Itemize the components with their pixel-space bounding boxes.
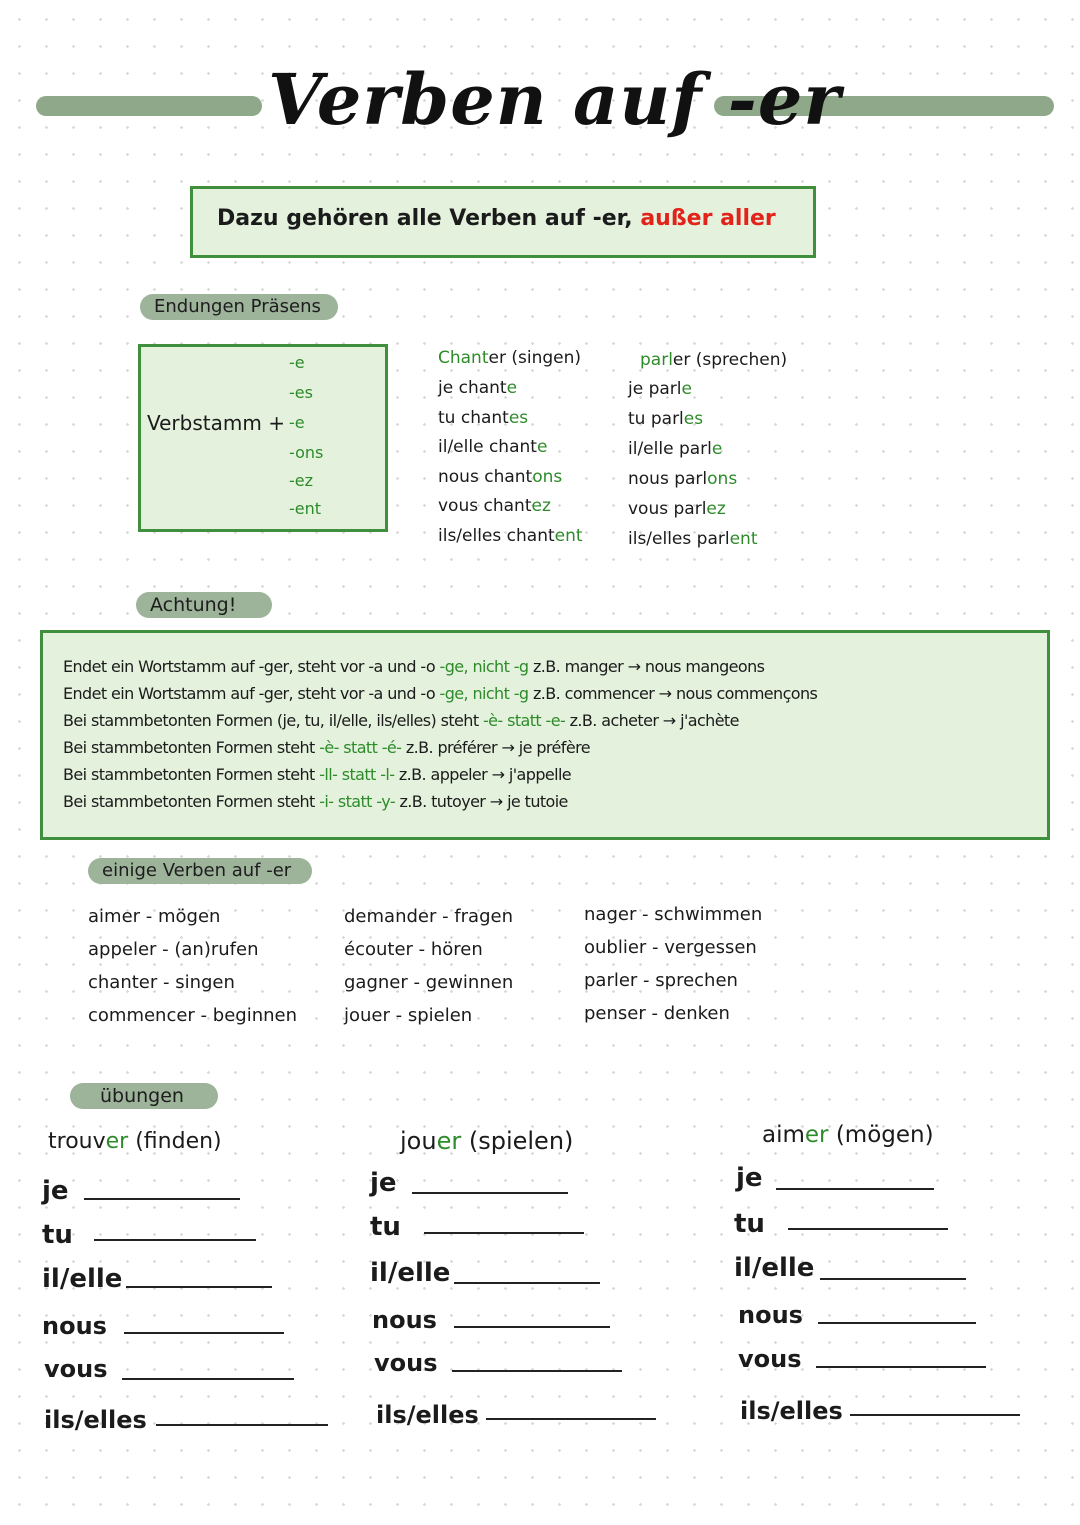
ending-e: -e [289, 353, 305, 372]
answer-line[interactable] [850, 1414, 1020, 1416]
conjugation-parler-rows [628, 374, 758, 554]
answer-line[interactable] [452, 1370, 622, 1372]
conjugation-chanter-rows [438, 374, 583, 551]
rule-line: Bei stammbetonten Formen steht -i- statt -y- z.B. tutoyer → je tutoie [63, 792, 568, 811]
conj-row: nous chantons [438, 466, 563, 487]
conj-row: ils/elles parlent [628, 529, 758, 549]
pronoun: tu [42, 1220, 73, 1250]
answer-line[interactable] [122, 1378, 294, 1380]
list-item: parler - sprechen [584, 970, 738, 991]
verbstamm-label: Verbstamm + [147, 411, 285, 435]
answer-line[interactable] [412, 1192, 568, 1194]
endings-box [138, 344, 388, 532]
exercise-title: aimer (mögen) [762, 1122, 934, 1148]
achtung-label: Achtung! [136, 592, 272, 618]
pronoun: nous [372, 1306, 437, 1334]
answer-line[interactable] [126, 1286, 272, 1288]
achtung-box [40, 630, 1050, 840]
list-item: appeler - (an)rufen [88, 939, 259, 960]
list-item: oublier - vergessen [584, 937, 757, 958]
answer-line[interactable] [818, 1322, 976, 1324]
answer-line[interactable] [788, 1228, 948, 1230]
answer-line[interactable] [820, 1278, 966, 1280]
conj-row: vous chantez [438, 496, 551, 516]
rule-line: Bei stammbetonten Formen steht -è- statt -é- z.B. préférer → je préfère [63, 738, 590, 757]
pronoun: vous [374, 1349, 438, 1377]
pronoun: ils/elles [740, 1397, 843, 1425]
list-item: écouter - hören [344, 939, 483, 960]
ending-ez: -ez [289, 471, 314, 490]
conj-row: nous parlons [628, 469, 738, 489]
conj-row: il/elle parle [628, 439, 723, 459]
pronoun: il/elle [370, 1258, 451, 1288]
answer-line[interactable] [776, 1188, 934, 1190]
pronoun: nous [738, 1301, 803, 1329]
title-bar-left [36, 96, 262, 116]
rule-line: Bei stammbetonten Formen steht -ll- statt -l- z.B. appeler → j'appelle [63, 765, 572, 784]
list-item: jouer - spielen [344, 1005, 473, 1026]
pronoun: vous [44, 1355, 108, 1383]
conj-row: il/elle chante [438, 437, 548, 457]
ending-e: -e [289, 413, 305, 432]
exercise-title: jouer (spielen) [400, 1127, 574, 1155]
answer-line[interactable] [816, 1366, 986, 1368]
pronoun: tu [370, 1212, 401, 1242]
intro-box [190, 186, 816, 258]
ending-ons: -ons [289, 443, 324, 462]
achtung-rules [63, 653, 817, 815]
conj-row: ils/elles chantent [438, 525, 583, 546]
list-item: commencer - beginnen [88, 1005, 297, 1026]
answer-line[interactable] [84, 1198, 240, 1200]
pronoun: je [736, 1163, 763, 1193]
list-item: aimer - mögen [88, 906, 221, 927]
list-item: chanter - singen [88, 972, 235, 993]
intro-text [217, 206, 776, 231]
pronoun: ils/elles [44, 1406, 147, 1434]
conjugation-title: Chanter (singen) [438, 348, 582, 368]
answer-line[interactable] [94, 1239, 256, 1241]
verb-list-col-1 [88, 900, 297, 1032]
ending-es: -es [289, 383, 313, 402]
conj-row: vous parlez [628, 499, 726, 519]
answer-line[interactable] [454, 1282, 600, 1284]
uebungen-label: übungen [70, 1083, 218, 1109]
conj-row: tu chantes [438, 407, 529, 428]
pronoun: il/elle [42, 1264, 123, 1294]
answer-line[interactable] [156, 1424, 328, 1426]
endungen-label: Endungen Präsens [140, 294, 338, 320]
intro-rule: Dazu gehören alle Verben auf -er, [217, 206, 633, 231]
page-title: Verben auf -er [268, 58, 842, 141]
verb-list-col-2 [344, 900, 513, 1032]
conj-row: tu parles [628, 409, 704, 429]
pronoun: ils/elles [376, 1401, 479, 1429]
answer-line[interactable] [486, 1418, 656, 1420]
answer-line[interactable] [124, 1332, 284, 1334]
conjugation-chanter [438, 348, 581, 376]
verb-list-col-3 [584, 898, 762, 1030]
ending-ent: -ent [289, 499, 322, 518]
pronoun: je [42, 1176, 69, 1206]
exercise-title: trouver (finden) [48, 1129, 222, 1154]
rule-line: Endet ein Wortstamm auf -ger, steht vor -a und -o -ge, nicht -g z.B. manger → nous mangeons [63, 657, 765, 676]
pronoun: tu [734, 1209, 765, 1239]
list-item: penser - denken [584, 1003, 730, 1024]
list-item: gagner - gewinnen [344, 972, 514, 993]
intro-exception: außer aller [640, 206, 776, 231]
rule-line: Bei stammbetonten Formen (je, tu, il/elle, ils/elles) steht -è- statt -e- z.B. acheter → j'achète [63, 711, 739, 730]
conj-row: je chante [438, 378, 518, 398]
list-item: demander - fragen [344, 906, 513, 927]
answer-line[interactable] [454, 1326, 610, 1328]
pronoun: vous [738, 1345, 802, 1373]
answer-line[interactable] [424, 1232, 584, 1234]
pronoun: nous [42, 1312, 107, 1340]
list-item: nager - schwimmen [584, 904, 763, 925]
rule-line: Endet ein Wortstamm auf -ger, steht vor -a und -o -ge, nicht -g z.B. commencer → nous commençons [63, 684, 818, 703]
conjugation-parler [640, 350, 787, 370]
conj-row: je parle [628, 379, 692, 399]
pronoun: il/elle [734, 1253, 815, 1283]
einige-label: einige Verben auf -er [88, 858, 312, 884]
pronoun: je [370, 1168, 397, 1198]
conjugation-title: parler (sprechen) [640, 350, 788, 370]
